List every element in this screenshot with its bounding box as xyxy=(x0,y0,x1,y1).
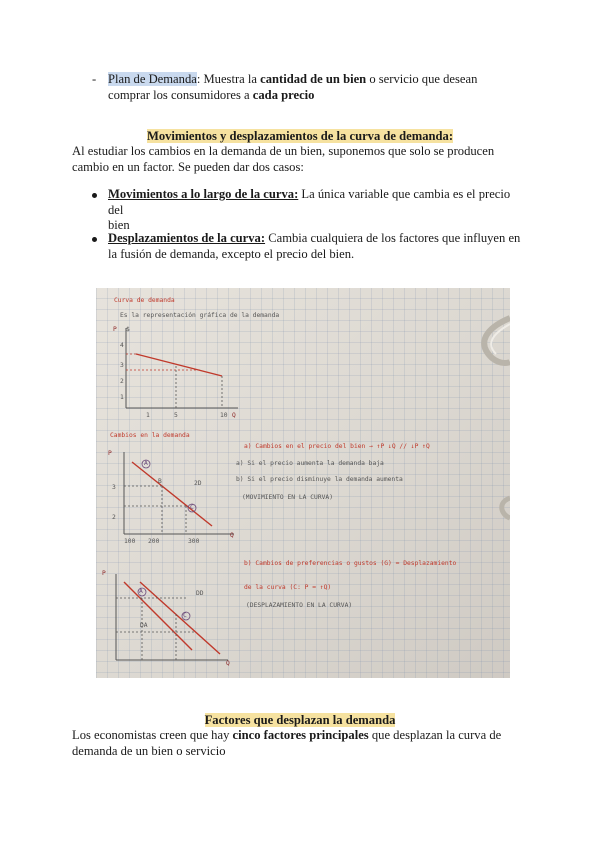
g3-label-dd: DD xyxy=(196,590,204,597)
g2-x-tick-300: 300 xyxy=(188,538,200,545)
section2-para-line-2: demanda de un bien o servicio xyxy=(72,743,226,758)
g3-axis-y: P xyxy=(102,570,106,577)
g2-label-2d: 2D xyxy=(194,480,202,487)
g2-axis-x: Q xyxy=(230,532,234,539)
g2-x-tick-200: 200 xyxy=(148,538,160,545)
g1-x-tick-1: 1 xyxy=(146,412,150,419)
section2-paragraph xyxy=(72,728,528,759)
section1-para-line-1: Al estudiar los cambios en la demanda de un bien, suponemos que solo se producen xyxy=(72,144,495,158)
subtitle-curva-demanda: Es la representación gráfica de la demanda xyxy=(120,312,280,319)
note-a-1: a) Si el precio aumenta la demanda baja xyxy=(236,460,384,467)
item1-label: Movimientos a lo largo de la curva: xyxy=(108,187,299,201)
g1-y-tick-4: 4 xyxy=(120,342,124,349)
g1-demand-curve xyxy=(136,354,222,376)
section1-paragraph xyxy=(72,144,528,175)
section1-para-line-2: cambio en un factor. Se pueden dar dos casos: xyxy=(72,159,304,174)
g2-y-tick-3: 3 xyxy=(112,484,116,491)
plan-bold-a: cantidad de un bien xyxy=(260,72,367,86)
g2-x-tick-100: 100 xyxy=(124,538,136,545)
graph-3 xyxy=(102,570,242,670)
g1-axis-y: P xyxy=(113,326,117,333)
section2-para-b: que desplazan la curva de xyxy=(368,728,502,742)
title-cambios-demanda: Cambios en la demanda xyxy=(110,432,190,439)
g2-y-tick-2: 2 xyxy=(112,514,116,521)
graph-1 xyxy=(112,324,242,424)
note-b-3: (DESPLAZAMIENTO EN LA CURVA) xyxy=(246,602,353,609)
section1-heading-text: Movimientos y desplazamientos de la curva de demanda: xyxy=(146,129,454,143)
note-b-1: b) Cambios de preferencias o gustos (G) = Desplazamiento xyxy=(244,560,457,567)
g2-label-b: B xyxy=(158,478,162,485)
plan-bold-b: cada precio xyxy=(252,87,315,102)
g2-axis-y: P xyxy=(108,450,112,457)
note-a-2: b) Si el precio disminuye la demanda aumenta xyxy=(236,476,403,483)
graph-2 xyxy=(106,448,246,548)
bullet-dot-1 xyxy=(92,193,97,198)
plan-line-2 xyxy=(108,88,528,104)
g2-demand-curve xyxy=(132,462,212,526)
section2-para-a: Los economistas creen que hay xyxy=(72,728,233,742)
title-curva-demanda: Curva de demanda xyxy=(114,297,175,304)
item2-line1: Cambia cualquiera de los factores que influyen en xyxy=(265,231,521,245)
plan-text-a: : Muestra la xyxy=(196,72,261,86)
list-item-desplazamientos xyxy=(108,231,528,262)
item2-line2: la fusión de demanda, excepto el precio del bien. xyxy=(108,246,355,261)
section2-para-bold: cinco factores principales xyxy=(232,728,369,742)
item1-line1: La única variable que cambia es el precio del xyxy=(108,187,511,217)
section2-heading xyxy=(72,713,528,729)
item2-label: Desplazamientos de la curva: xyxy=(108,231,266,245)
g1-x-tick-5: 5 xyxy=(174,412,178,419)
item1-line2: bien xyxy=(108,218,130,232)
plan-paragraph xyxy=(108,72,528,103)
note-a-3: (MOVIMIENTO EN LA CURVA) xyxy=(242,494,333,501)
g3-label-da: DA xyxy=(140,622,148,629)
plan-line-1 xyxy=(108,72,528,88)
plan-text-c: comprar los consumidores a xyxy=(108,87,253,102)
g1-axis-x: Q xyxy=(232,412,236,419)
note-b-2: de la curva (C: P = ↑Q) xyxy=(244,584,332,591)
section1-heading xyxy=(72,129,528,145)
g1-y-tick-2: 2 xyxy=(120,378,124,385)
note-a-heading: a) Cambios en el precio del bien → ↑P ↓Q // ↓P ↑Q xyxy=(244,443,430,450)
g3-label-c: C xyxy=(183,612,187,619)
binder-rings xyxy=(446,288,510,678)
plan-bullet-marker: - xyxy=(92,72,97,86)
g1-axis-y2: $ xyxy=(126,326,130,333)
g1-x-tick-10: 10 xyxy=(220,412,228,419)
bullet-dot-2 xyxy=(92,237,97,242)
g3-axis-x: Q xyxy=(226,660,230,667)
g3-label-a: A xyxy=(139,588,143,595)
g2-label-c: C xyxy=(190,504,194,511)
section2-heading-text: Factores que desplazan la demanda xyxy=(204,713,396,727)
g2-label-a: A xyxy=(144,460,148,467)
list-item-movimientos xyxy=(108,187,528,234)
g1-y-tick-1: 1 xyxy=(120,394,124,401)
notebook-photo xyxy=(96,288,510,678)
g1-y-tick-3: 3 xyxy=(120,362,124,369)
plan-term: Plan de Demanda xyxy=(108,72,197,86)
g3-demand-curve-2 xyxy=(140,582,220,654)
plan-text-b: o servicio que desean xyxy=(366,72,478,86)
